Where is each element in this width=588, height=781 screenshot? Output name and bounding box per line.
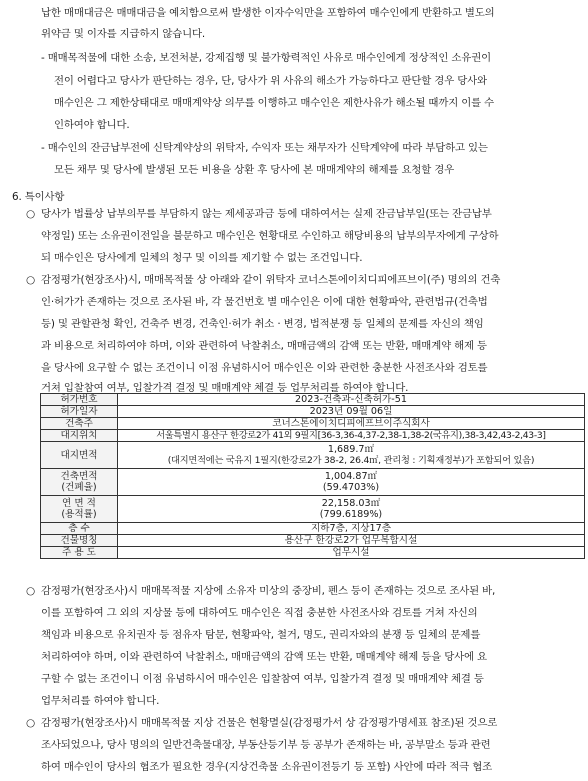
section-heading: 6. 특이사항 (12, 191, 65, 203)
paragraph-line: 을 당사에 요구할 수 없는 조건이니 이점 유념하시어 매수인은 이와 관련한 충분한 사전조사와 검토를 (41, 362, 488, 374)
table-value-line: 22,158.03㎡ (321, 498, 381, 509)
intro-line: 납한 매매대금은 매매대금을 예치함으로써 발생한 이자수익만을 포함하여 매수인에게 반환하고 별도의 (41, 7, 495, 19)
table-row (41, 442, 585, 469)
table-label-line: (건폐율) (61, 482, 97, 493)
table-label: 대지면적 (41, 442, 118, 469)
table-row (41, 496, 585, 523)
table-label: 주 용 도 (41, 547, 118, 559)
paragraph-line: 처리하여야 하며, 이와 관련하여 낙찰취소, 매매금액의 감액 또는 반환, 매매계약 해제 등을 당사에 요 (41, 651, 487, 663)
paragraph-line: 하여 매수인이 당사의 협조가 필요한 경우(지상건축물 소유권이전등기 등 포함) 사안에 따라 적극 협조 (41, 761, 493, 773)
table-value-line: 1,689.7㎡ (327, 444, 375, 455)
table-label: 건축주 (41, 418, 118, 430)
paragraph-line: 이를 포함하여 그 외의 지상물 등에 대하여도 매수인은 직접 충분한 사전조사와 검토를 거쳐 자신의 (41, 607, 478, 619)
intro-line: - 매매목적물에 대한 소송, 보전처분, 강제집행 및 불가항력적인 사유로 매수인에게 정상적인 소유권이 (41, 52, 491, 64)
intro-line: 전이 어렵다고 당사가 판단하는 경우, 단, 당사가 위 사유의 해소가 가능하다고 판단할 경우 당사와 (54, 75, 487, 87)
paragraph-line: 책임과 비용으로 유치권자 등 점유자 탐문, 현황파악, 철거, 명도, 권리자와의 분쟁 등 일체의 문제를 (41, 629, 481, 641)
paragraph-line: 과 비용으로 처리하여야 하며, 이와 관련하여 낙찰취소, 매매금액의 감액 또는 반환, 매매계약 해제 등 (41, 340, 487, 352)
table-value: 2023-건축과-신축허가-51 (118, 394, 585, 406)
table-label-line: (용적률) (61, 509, 97, 520)
table-value (118, 442, 585, 469)
intro-line: - 매수인의 잔금납부전에 신탁계약상의 위탁자, 수익자 또는 채무자가 신탁계약에 따라 부담하고 있는 (41, 142, 488, 154)
table-row (41, 523, 585, 535)
table-label: 층 수 (41, 523, 118, 535)
table-value: 코너스톤에이치디피에프브이주식회사 (118, 418, 585, 430)
paragraph-line: 인·허가가 존재하는 것으로 조사된 바, 각 물건번호 별 매수인은 이에 대한 현황파악, 관련법규(건축법 (41, 296, 488, 308)
paragraph-line: 구할 수 없는 조건이니 이점 유념하시어 매수인은 입찰참여 여부, 입찰가격 결정 및 매매계약 체결 등 (41, 673, 484, 685)
table-label: 허가번호 (41, 394, 118, 406)
bullet-circle-icon: ○ (26, 274, 36, 286)
paragraph-line: 약정일) 또는 소유권이전일을 불문하고 매수인은 현황대로 수인하고 해당비용의 납부의무자에게 구상하 (41, 230, 499, 242)
permit-table (40, 393, 585, 559)
paragraph-line: 되 매수인은 당사에게 일체의 청구 및 이의를 제기할 수 없는 조건입니다. (41, 252, 363, 264)
bullet-circle-icon: ○ (26, 585, 36, 597)
bullet-circle-icon: ○ (26, 208, 36, 220)
table-row (41, 418, 585, 430)
table-label-line: 건축면적 (60, 471, 98, 482)
paragraph-line: 업무처리를 하여야 합니다. (41, 695, 160, 707)
intro-line: 매수인은 그 제한상태대로 매매계약상 의무를 이행하고 매수인은 제한사유가 해소될 때까지 이를 수 (54, 97, 495, 109)
table-row (41, 535, 585, 547)
table-label (41, 496, 118, 523)
paragraph-line: 조사되었으나, 당사 명의의 일반건축물대장, 부동산등기부 등 공부가 존재하는 바, 공부말소 등과 관련 (41, 739, 491, 751)
table-value: 2023년 09월 06일 (118, 406, 585, 418)
intro-line: 인하여야 합니다. (54, 119, 130, 131)
table-value: 지하7층, 지상17층 (118, 523, 585, 535)
table-value-line: (799.6189%) (319, 509, 383, 520)
paragraph-line: 감정평가(현장조사)시 매매목적물 지상에 소유자 미상의 중장비, 펜스 등이 존재하는 것으로 조사된 바, (41, 585, 496, 597)
table-value (118, 469, 585, 496)
table-label: 대지위치 (41, 430, 118, 442)
paragraph-line: 거쳐 입찰참여 여부, 입찰가격 결정 및 매매계약 체결 등 업무처리를 하여야 합니다. (41, 382, 409, 394)
table-value: 업무시설 (118, 547, 585, 559)
paragraph-line: 등) 및 관할관청 확인, 건축주 변경, 건축인·허가 취소 · 변경, 법적분쟁 등 일체의 문제를 자신의 책임 (41, 318, 484, 330)
intro-line: 위약금 및 이자를 지급하지 않습니다. (41, 28, 206, 40)
table-row (41, 430, 585, 442)
table-label: 건물명칭 (41, 535, 118, 547)
table-row (41, 394, 585, 406)
table-value: 서울특별시 용산구 한강로2가 41외 9필지[36-3,36-4,37-2,38-1,38-2(국유지),38-3,42,43-2,43-3] (118, 430, 585, 442)
table-value: 용산구 한강로2가 업무복합시설 (118, 535, 585, 547)
bullet-circle-icon: ○ (26, 717, 36, 729)
table-label (41, 469, 118, 496)
table-value-line: (대지면적에는 국유지 1필지(한강로2가 38-2, 26.4㎡, 관리청 : 기획재정부)가 포함되어 있음) (167, 455, 535, 466)
paragraph-line: 당사가 법률상 납부의무를 부담하지 않는 제세공과금 등에 대하여서는 실제 잔금납부일(또는 잔금납부 (41, 208, 492, 220)
intro-line: 모든 채무 및 당사에 발생된 모든 비용을 상환 후 당사에 본 매매계약의 해제를 요청할 경우 (54, 164, 455, 176)
table-row (41, 406, 585, 418)
table-value (118, 496, 585, 523)
table-label-line: 연 면 적 (62, 498, 96, 509)
table-row (41, 469, 585, 496)
table-label: 허가일자 (41, 406, 118, 418)
table-value-line: 1,004.87㎡ (324, 471, 378, 482)
table-value-line: (59.4703%) (322, 482, 380, 493)
paragraph-line: 감정평가(현장조사)시, 매매목적물 상 아래와 같이 위탁자 코너스톤에이치디피에프브이(주) 명의의 건축 (41, 274, 501, 286)
paragraph-line: 감정평가(현장조사)시 매매목적물 지상 건물은 현황멸실(감정평가서 상 감정평가명세표 참조)된 것으로 (41, 717, 498, 729)
table-row (41, 547, 585, 559)
